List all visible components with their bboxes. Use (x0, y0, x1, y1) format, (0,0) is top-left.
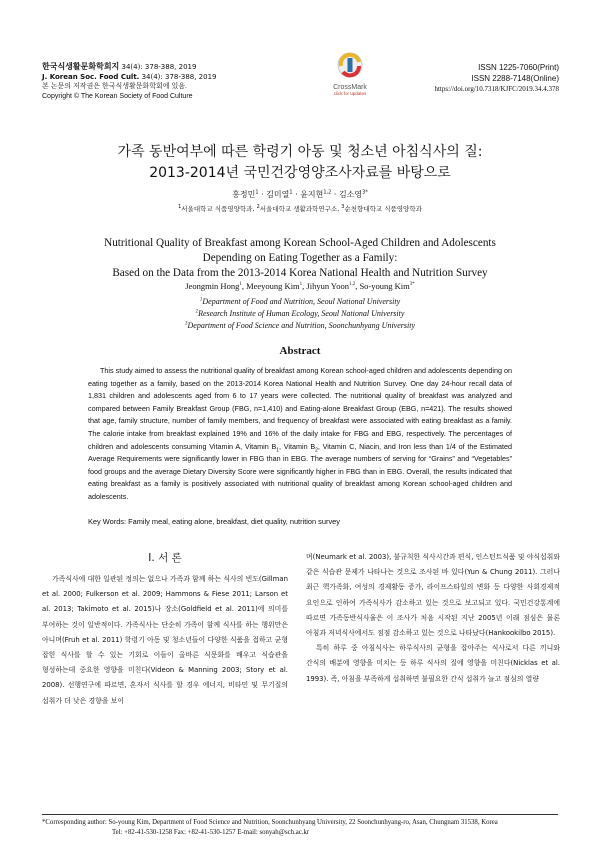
author-en: , Jihyun Yoon (302, 281, 349, 291)
english-affiliations (0, 296, 600, 332)
aff-en-1: Department of Food and Nutrition, Seoul National University (202, 297, 401, 306)
body-column-right (306, 550, 560, 687)
author-sup: 1 (289, 189, 293, 196)
journal-name-en: J. Korean Soc. Food Cult. (42, 73, 140, 81)
paragraph: 특히 하루 중 아침식사는 하루식사의 균형을 잡아주는 식사로서 다른 끼니와 간식의 배분에 영향을 미치는 등 하루 식사의 질에 영향을 미친다(Nicklas et al. 1993). 즉, 아침을 부족하게 섭취하면 불필요한 간식 섭취가 늘고 점심의 열량 (306, 644, 560, 683)
paragraph: 며(Neumark et al. 2003), 불규칙한 식사시간과 편식, 인스턴트식품 및 야식섭취와 같은 식습관 문제가 나타나는 것으로 조사된 바 있다(Yun & Chung 2011). 그러나 최근 핵가족화, 여성의 경제활동 증가, 라이프스타일의 변화 등 다양한 사회경제적 요인으로 인하여 가족식사가 감소하고 있는 것으로 보고되고 있다. 국민건강통계에 따르면 가족동반식사율은 이 조사가 처음 시작된 지난 2005년 이래 점심은 물론 아침과 저녁식사에서도 점점 감소하고 있는 것으로 나타났다(Hankookilbo 2015). (306, 553, 560, 638)
abstract-heading: Abstract (279, 345, 321, 357)
author-kr: 김소영 (338, 190, 363, 199)
author-kr: 윤지현 (300, 190, 324, 199)
issn-online: ISSN 2288-7148(Online) (471, 74, 559, 83)
abstract-sub: 1 (276, 447, 280, 453)
author-kr: 홍정민 (232, 190, 256, 199)
korean-affiliations (0, 204, 600, 213)
abstract-text (88, 365, 512, 504)
journal-volume-en: 34(4): 378-388, 2019 (141, 73, 217, 81)
author-sep: · (258, 190, 267, 199)
paragraph: 가족식사에 대한 일관된 정의는 없으나 가족과 함께 하는 식사의 빈도(Gillman et al. 2000; Fulkerson et al. 2009; Hammons & Fiese 2011; Larson et al. 2013; Takimoto et al. 2015)나 장소(Goldfield et al. 2011)에 의미를 부여하는 것이 일반적이다. 가족식사는 단순히 가족이 함께 식사를 하는 행위만은 아니며(Fruh et al. 2011) 학령기 아동 및 청소년들이 다양한 식품을 접하고 균형 잡힌 식사를 할 수 있는 기회로 이들이 올바른 식문화를 배우고 식습관을 형성하는데 중요한 영향을 미친다(Videon & Manning 2003; Story et al. 2008). 선행연구에 따르면, 혼자서 식사를 할 경우 에너지, 비타민 및 무기질의 섭취가 더 낮은 경향을 보이 (42, 575, 288, 705)
journal-header (42, 62, 217, 102)
crossmark-badge[interactable] (326, 52, 374, 96)
aff-sup: 2 (195, 309, 199, 315)
copyright-kr: 본 논문의 저작권은 한국식생활문화학회에 있음. (42, 83, 187, 90)
aff-sup: 3 (184, 321, 188, 327)
crossmark-label: CrossMark (333, 84, 367, 91)
footnote-line1: *Corresponding author: So-young Kim, Department of Food Science and Nutrition, Soonchunhyang University, 22 Soonchunhyang-ro, Asan, Chungnam 31538, Korea (42, 819, 498, 826)
abstract-sub: 2 (315, 447, 318, 453)
english-title-line1: Nutritional Quality of Breakfast among Korean School-Aged Children and Adolescents (104, 237, 496, 249)
aff-kr-3: 순천향대학교 식품영양학과 (344, 205, 422, 213)
corresponding-author-footnote (42, 818, 558, 838)
abstract-part: , Vitamin C, Niacin, and Iron less than 1/4 of the Estimated Average Requirements were significantly lower in FBG than in EBG. The average numbers of serving for “Grains” and “Vegetables” food groups and the average Dietary Diversity Score were significantly higher in FBG than in EBG. Overall, the results indicated that eating breakfast as a family is positively associated with nutritional quality of breakfast among Korean school-aged children and adolescents. (88, 441, 512, 501)
author-sup: 1 (239, 282, 242, 288)
abstract-part: , Vitamin B (279, 441, 316, 451)
section-heading: Ⅰ. 서 론 (148, 552, 182, 564)
issn-block (434, 62, 559, 95)
aff-en-3: Department of Food Science and Nutrition, Soonchunhyang University (187, 321, 415, 330)
author-en: Jeongmin Hong (185, 281, 240, 291)
korean-title (0, 142, 600, 184)
doi-link[interactable]: https://doi.org/10.7318/KJFC/2019.34.4.378 (434, 85, 559, 93)
author-sup: 3* (362, 189, 368, 196)
author-sep: · (292, 190, 301, 199)
crossmark-icon (337, 52, 363, 78)
aff-sup: 1 (178, 203, 182, 210)
aff-kr-2: 서울대학교 생활과학연구소, (259, 205, 342, 213)
author-en: , Meeyoung Kim (241, 281, 300, 291)
korean-title-line2: 2013-2014년 국민건강영양조사자료를 바탕으로 (149, 165, 451, 181)
korean-title-line1: 가족 동반여부에 따른 학령기 아동 및 청소년 아침식사의 질: (117, 144, 483, 160)
english-title (0, 236, 600, 281)
aff-en-2: Research Institute of Human Ecology, Seoul National University (198, 309, 405, 318)
korean-authors (0, 189, 600, 200)
aff-sup: 1 (199, 297, 203, 303)
author-sup: 1 (299, 282, 303, 288)
abstract-part: This study aimed to assess the nutritional quality of breakfast among Korean school-aged children and adolescents depending on eating together as a family, based on the 2013-2014 Korea National Health and Nutrition Survey. One day 24-hour recall data of 1,831 children and adolescents aged from 6 to 17 years were collected. The nutritional quality of breakfast was analyzed and compared between Family Breakfast Group (FBG, n=1,410) and Eating-alone Breakfast Group (EBG, n=421). The results showed that age, family structure, number of family members, and frequency of breakfast were associated with eating breakfast as a family. The calorie intake from breakfast explained 19% and 16% of the daily intake for FBG and EBG, respectively. The percentages of children and adolescents consuming Vitamin A, Vitamin B (88, 366, 512, 451)
english-authors (0, 281, 600, 291)
keywords: Key Words: Family meal, eating alone, breakfast, diet quality, nutrition survey (88, 517, 340, 526)
author-sup: 1 (255, 189, 259, 196)
aff-sup: 3 (341, 203, 345, 210)
author-sep: · (331, 190, 339, 199)
english-title-line2: Depending on Eating Together as a Family: (202, 252, 398, 264)
footnote-rule (42, 814, 558, 815)
journal-volume-kr: 34(4): 378-388, 2019 (121, 63, 197, 71)
crossmark-sub: click for updates (333, 91, 367, 96)
body-column-left (42, 572, 288, 709)
author-sup: 1,2 (323, 189, 332, 196)
aff-kr-1: 서울대학교 식품영양학과, (181, 205, 257, 213)
author-sup: 1,2 (348, 282, 356, 288)
author-en: , So-young Kim (355, 281, 410, 291)
author-sup: 3* (409, 282, 415, 288)
journal-name-kr: 한국식생활문화학회지 (42, 62, 120, 71)
copyright-en: Copyright © The Korean Society of Food Culture (42, 93, 193, 100)
aff-sup: 2 (256, 203, 260, 210)
english-title-line3: Based on the Data from the 2013-2014 Korea National Health and Nutrition Survey (112, 267, 488, 279)
issn-print: ISSN 1225-7060(Print) (478, 63, 559, 72)
footnote-line2: Tel: +82-41-530-1258 Fax: +82-41-530-1257 E-mail: sonyah@sch.ac.kr (112, 829, 310, 836)
author-kr: 김미열 (266, 190, 290, 199)
